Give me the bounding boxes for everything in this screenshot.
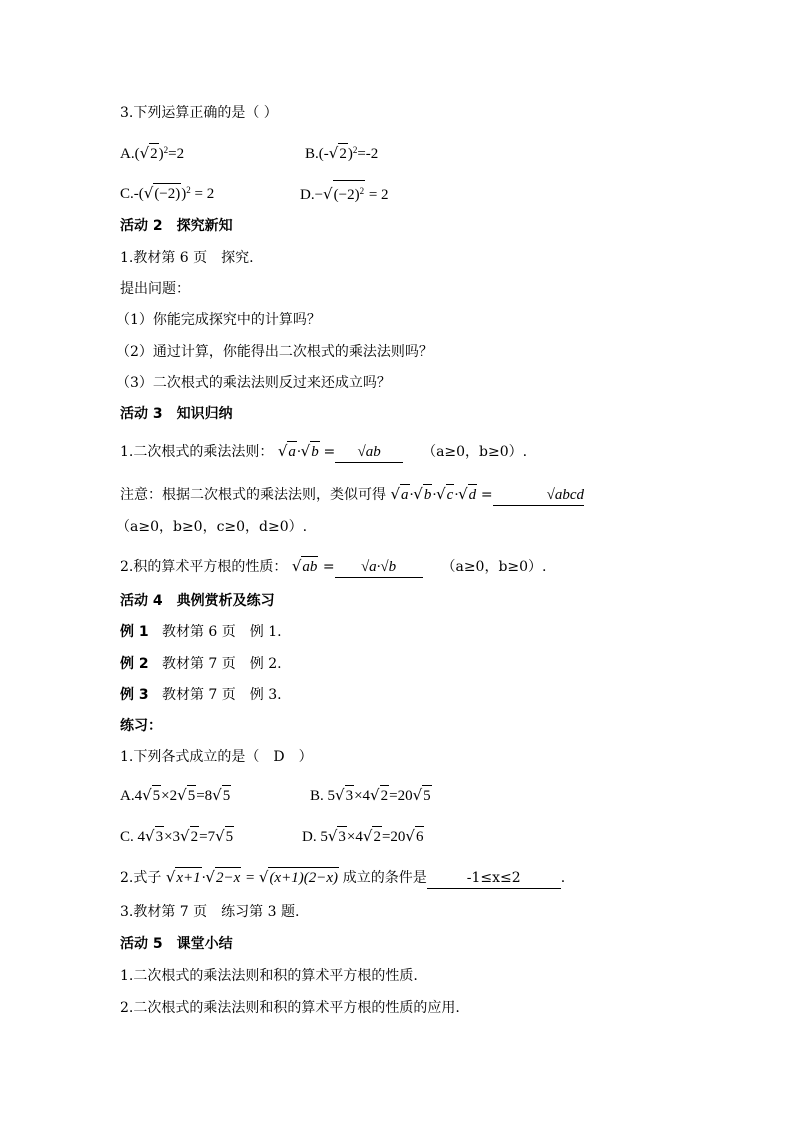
practice-2: 2.式子 √x+1·√2−x = √(x+1)(2−x) 成立的条件是 -1≤x≤2 . [120, 867, 565, 889]
q3-option-a: $A.(√2)^2=2$ [120, 144, 185, 162]
rule-prefix: 1.二次根式的乘法法则： [120, 444, 274, 460]
q3-stem: 3.下列运算正确的是（ ） [120, 105, 278, 121]
activity-2-title: 活动 2 探究新知 [120, 218, 233, 234]
activity-2-question-1: （1）你能完成探究中的计算吗？ [116, 312, 321, 328]
example-2-label: 例 2 [120, 656, 149, 672]
example-3-label: 例 3 [120, 687, 149, 703]
multiplication-rule: 1.二次根式的乘法法则： √a·√b = √ab （a≥0，b≥0）. [120, 441, 527, 463]
practice-1-option-a: A.4√5×2√5=8√5 [120, 786, 231, 804]
product-sqrt-property: 2.积的算术平方根的性质： √ab = √a·√b （a≥0，b≥0）. [120, 556, 547, 578]
q3-option-d: $D.-√(-2)^2 = 2$ [300, 180, 389, 205]
practice-2-answer: -1≤x≤2 [427, 868, 561, 889]
note-prefix: 注意：根据二次根式的乘法法则，类似可得 [120, 487, 386, 503]
rule-condition: （a≥0，b≥0）. [422, 444, 528, 460]
rule-answer: √ab [335, 442, 403, 463]
example-1 [120, 622, 282, 642]
practice-3: 3.教材第 7 页 练习第 3 题. [120, 904, 300, 920]
activity-2-line2: 提出问题： [120, 281, 190, 297]
practice-1-option-c: C. 4√3×3√2=7√5 [120, 827, 234, 845]
practice-2-end: . [560, 870, 566, 886]
property-prefix: 2.积的算术平方根的性质： [120, 559, 288, 575]
example-3 [120, 685, 282, 705]
example-3-text: 教材第 7 页 例 3. [161, 687, 282, 703]
practice-1-option-d: D. 5√3×4√2=20√6 [302, 827, 424, 845]
example-2-text: 教材第 7 页 例 2. [161, 656, 282, 672]
note-answer: √abcd [545, 485, 584, 506]
q3-option-b: $B.(-√2)^2=-2$ [305, 144, 379, 162]
activity-3-title: 活动 3 知识归纳 [120, 406, 233, 422]
summary-2: 2.二次根式的乘法法则和积的算术平方根的性质的应用. [120, 1000, 460, 1016]
activity-2-question-2: （2）通过计算，你能得出二次根式的乘法法则吗？ [116, 344, 433, 360]
note-line: 注意：根据二次根式的乘法法则，类似可得 √a·√b·√c·√d = √abcd [120, 484, 584, 506]
q3-option-c: $C.-(√(-2))^2 = 2$ [120, 184, 215, 202]
note-condition: （a≥0，b≥0，c≥0，d≥0）. [116, 519, 308, 535]
practice-1-stem: 1.下列各式成立的是（ D ） [120, 749, 313, 765]
activity-5-title: 活动 5 课堂小结 [120, 936, 233, 952]
property-condition: （a≥0，b≥0）. [441, 559, 547, 575]
example-1-text: 教材第 6 页 例 1. [161, 624, 282, 640]
example-2 [120, 654, 282, 674]
example-1-label: 例 1 [120, 624, 149, 640]
activity-2-line1: 1.教材第 6 页 探究. [120, 250, 254, 266]
activity-4-title: 活动 4 典例赏析及练习 [120, 593, 275, 609]
property-answer: √a·√b [335, 557, 423, 578]
practice-1-option-b: B. 5√3×4√2=20√5 [310, 786, 431, 804]
practice-heading: 练习： [120, 718, 162, 734]
practice-2-mid: 成立的条件是 [342, 870, 427, 886]
activity-2-question-3: （3）二次根式的乘法法则反过来还成立吗？ [116, 375, 391, 391]
summary-1: 1.二次根式的乘法法则和积的算术平方根的性质. [120, 968, 418, 984]
practice-2-prefix: 2.式子 [120, 870, 162, 886]
